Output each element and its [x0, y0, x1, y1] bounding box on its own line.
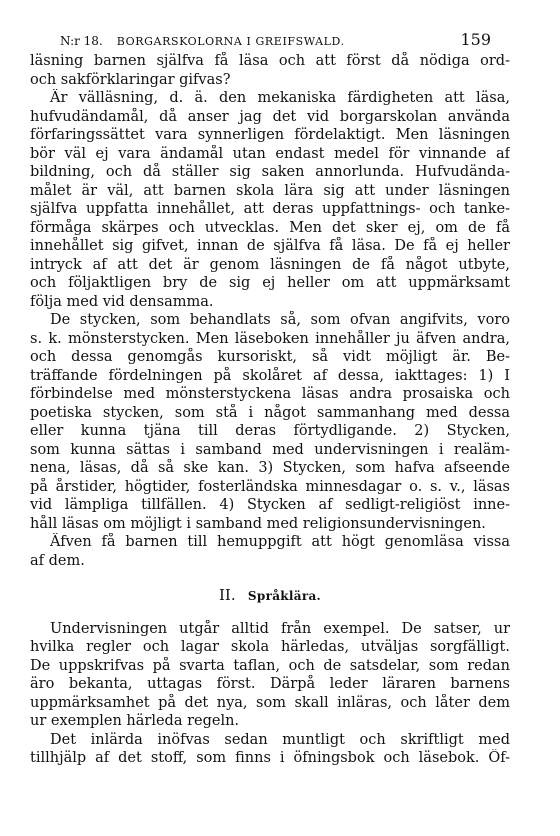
text-line: träffande fördelningen på skolåret af dessa, iakttages: 1) I: [30, 367, 510, 384]
page-header: [60, 30, 505, 50]
text-line: själfva uppfatta innehållet, att deras uppfattnings- och tanke-: [30, 201, 510, 217]
text-line: läsning barnen själfva få läsa och att först då nödiga ord-: [30, 53, 510, 69]
text-line: nena, läsas, då så ske kan. 3) Stycken, som hafva afseende: [30, 460, 510, 476]
text-line: Undervisningen utgår alltid från exempel. De satser, ur: [50, 620, 510, 637]
section-heading: [30, 586, 510, 606]
text-line: bildning, och då ställer sig saken annorlunda. Hufvudända-: [30, 164, 510, 180]
page-number: 159: [460, 30, 491, 49]
running-title: BORGARSKOLORNA I GREIFSWALD.: [116, 35, 345, 48]
text-line: vid lämpliga tillfällen. 4) Stycken af sedligt-religiöst inne-: [30, 497, 510, 513]
paragraph-4: [30, 533, 510, 570]
text-line: och följaktligen bry de sig ej heller om att uppmärksamt: [30, 275, 510, 291]
text-line: hvilka regler och lagar skola härledas, utväljas sorgfälligt.: [30, 639, 510, 655]
paragraph-2: [30, 89, 510, 311]
paragraph-6: [30, 731, 510, 768]
text-line: De stycken, som behandlats så, som ofvan angifvits, voro: [50, 312, 510, 328]
paragraph-3: [30, 311, 510, 533]
text-line: bör väl ej vara ändamål utan endast medel för vinnande af: [30, 145, 510, 162]
text-line: förmåga skärpes och utvecklas. Men det sker ej, om de få: [30, 219, 510, 236]
text-line: målet är väl, att barnen skola lära sig att under läsningen: [30, 182, 510, 199]
text-line: äro bekanta, uttagas först. Därpå leder läraren barnens: [30, 676, 510, 692]
text-line: af dem.: [30, 552, 85, 569]
text-line: intryck af att det är genom läsningen de få något utbyte,: [30, 256, 510, 273]
text-line: hufvudändamål, då anser jag det vid borgarskolan använda: [30, 108, 510, 125]
text-line: håll läsas om möjligt i samband med religionsundervisningen.: [30, 515, 486, 532]
text-line: poetiska stycken, som stå i något sammanhang med dessa: [30, 404, 510, 421]
text-line: följa med vid densamma.: [30, 293, 214, 310]
text-line: tillhjälp af det stoff, som finns i öfningsbok och läsebok. Öf-: [30, 750, 510, 766]
text-line: s. k. mönsterstycken. Men läseboken innehåller ju äfven andra,: [30, 330, 510, 347]
text-line: eller kunna tjäna till deras förtydligande. 2) Stycken,: [30, 423, 510, 439]
text-line: ur exemplen härleda regeln.: [30, 713, 240, 729]
body-text: [30, 52, 510, 768]
text-line: och dessa genomgås kursoriskt, så vidt möjligt är. Be-: [30, 349, 510, 365]
paragraph-1: [30, 52, 510, 89]
text-line: som kunna sättas i samband med undervisningen i realäm-: [30, 441, 510, 458]
text-line: Äfven få barnen till hemuppgift att högt genomläsa vissa: [50, 534, 510, 550]
section-number: II.: [219, 586, 236, 604]
section-title: Språklära.: [247, 589, 321, 603]
text-line: uppmärksamhet på det nya, som skall inläras, och låter dem: [30, 694, 510, 711]
text-line: De uppskrifvas på svarta taflan, och de satsdelar, som redan: [30, 657, 510, 674]
text-line: och sakförklaringar gifvas?: [30, 71, 231, 88]
text-line: förbindelse med mönsterstyckena läsas andra prosaiska och: [30, 386, 510, 402]
header-left: [60, 34, 345, 48]
text-line: förfaringssättet vara synnerligen fördelaktigt. Men läsningen: [30, 127, 510, 143]
issue-number: N:r 18.: [60, 34, 103, 48]
text-line: Är välläsning, d. ä. den mekaniska färdigheten att läsa,: [50, 90, 510, 106]
text-line: på årstider, högtider, fosterländska minnesdagar o. s. v., läsas: [30, 478, 510, 495]
paragraph-5: [30, 620, 510, 731]
text-line: Det inlärda inöfvas sedan muntligt och skriftligt med: [50, 731, 510, 748]
text-line: innehållet sig gifvet, innan de själfva få läsa. De få ej heller: [30, 238, 510, 254]
